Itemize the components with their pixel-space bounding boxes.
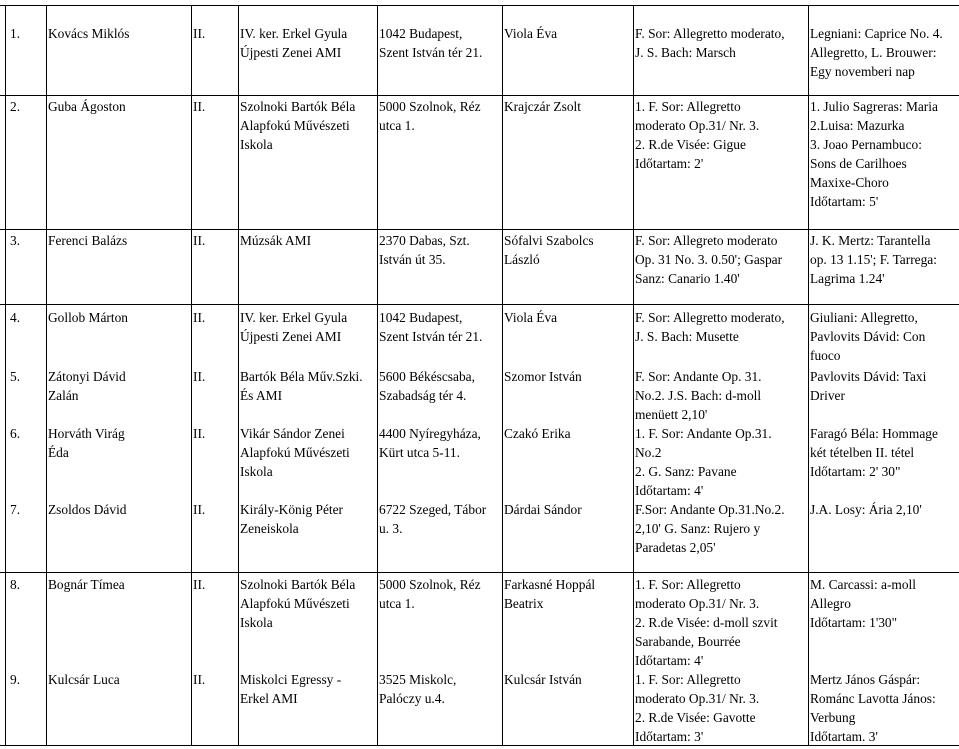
age-category: II.	[193, 99, 206, 114]
program-piece-2-line: Sons de Carilhoes	[810, 156, 907, 171]
participant-name: Guba Ágoston	[48, 99, 126, 114]
program-piece-1-line: F. Sor: Allegretto moderato,	[635, 26, 785, 41]
age-category: II.	[193, 502, 206, 517]
program-piece-2-line: Legniani: Caprice No. 4.	[810, 26, 943, 41]
age-category: II.	[193, 26, 206, 41]
school-name	[240, 424, 375, 481]
program-piece-2-line: Időtartam: 1'30"	[810, 615, 898, 630]
row-number: 1.	[10, 26, 21, 41]
school-address	[379, 308, 500, 346]
school-address-line: Szent István tér 21.	[379, 329, 483, 344]
program-piece-1-line: moderato Op.31/ Nr. 3.	[635, 691, 760, 706]
program-piece-2-line: Driver	[810, 388, 845, 403]
teacher-name-line: Krajczár Zsolt	[504, 99, 581, 114]
school-name-line: Múzsák AMI	[240, 233, 312, 248]
program-piece-2-line: Időtartam: 2' 30"	[810, 464, 901, 479]
program-piece-2-line: op. 13 1.15'; F. Tarrega:	[810, 252, 937, 267]
program-piece-1-line: F.Sor: Andante Op.31.No.2.	[635, 502, 785, 517]
program-piece-2	[810, 424, 957, 481]
school-name	[240, 575, 375, 632]
program-piece-1-line: 1. F. Sor: Allegretto	[635, 577, 741, 592]
school-name-line: Szolnoki Bartók Béla	[240, 99, 356, 114]
teacher-name-line: Szomor István	[504, 369, 582, 384]
teacher-name-line: Kulcsár István	[504, 672, 582, 687]
program-piece-1-line: J. S. Bach: Musette	[635, 329, 739, 344]
program-piece-1-line: Időtartam: 2'	[635, 156, 704, 171]
school-name-line: IV. ker. Erkel Gyula	[240, 26, 348, 41]
grid-column-border	[191, 5, 192, 745]
row-number: 5.	[10, 369, 21, 384]
program-piece-2-line: fuoco	[810, 348, 841, 363]
school-name	[240, 500, 375, 538]
school-name-line: Alapfokú Művészeti	[240, 118, 350, 133]
teacher-name-line: Czakó Erika	[504, 426, 571, 441]
program-piece-2-line: M. Carcassi: a-moll	[810, 577, 916, 592]
program-piece-2	[810, 24, 957, 81]
row-number: 9.	[10, 672, 21, 687]
school-name-line: Erkel AMI	[240, 691, 298, 706]
program-piece-2-line: Allegretto, L. Brouwer:	[810, 45, 937, 60]
program-piece-2-line: Időtartam: 5'	[810, 194, 879, 209]
program-piece-1	[635, 97, 806, 173]
school-name-line: Iskola	[240, 615, 273, 630]
school-name	[240, 24, 375, 62]
school-address-line: Palóczy u.4.	[379, 691, 445, 706]
program-piece-2	[810, 500, 957, 519]
program-piece-2-line: Egy novemberi nap	[810, 64, 915, 79]
program-piece-2-line: két tételben II. tétel	[810, 445, 915, 460]
teacher-name-line: Sófalvi Szabolcs	[504, 233, 594, 248]
school-name-line: Iskola	[240, 137, 273, 152]
program-piece-2-line: Allegro	[810, 596, 851, 611]
program-piece-1-line: 2. R.de Visée: Gigue	[635, 137, 746, 152]
program-piece-2-line: Maxixe-Choro	[810, 175, 889, 190]
school-address-line: Szabadság tér 4.	[379, 388, 467, 403]
teacher-name-line: László	[504, 252, 540, 267]
school-address	[379, 670, 500, 708]
school-address-line: 1042 Budapest,	[379, 310, 463, 325]
program-piece-2-line: 3. Joao Pernambuco:	[810, 137, 922, 152]
school-address	[379, 367, 500, 405]
grid-row-border	[0, 572, 959, 573]
program-piece-1-line: F. Sor: Andante Op. 31.	[635, 369, 762, 384]
grid-column-border	[502, 5, 503, 745]
program-piece-1-line: moderato Op.31/ Nr. 3.	[635, 118, 760, 133]
program-piece-2-line: J. K. Mertz: Tarantella	[810, 233, 931, 248]
school-address-line: 3525 Miskolc,	[379, 672, 457, 687]
row-number: 6.	[10, 426, 21, 441]
teacher-name	[504, 308, 631, 327]
school-name-line: Bartók Béla Műv.Szki.	[240, 369, 363, 384]
school-name	[240, 367, 375, 405]
program-piece-2-line: J.A. Losy: Ária 2,10'	[810, 502, 922, 517]
age-category: II.	[193, 426, 206, 441]
school-address-line: u. 3.	[379, 521, 403, 536]
school-name-line: Alapfokú Művészeti	[240, 445, 350, 460]
school-name-line: IV. ker. Erkel Gyula	[240, 310, 348, 325]
age-category: II.	[193, 672, 206, 687]
teacher-name	[504, 231, 631, 269]
program-piece-1-line: Sanz: Canario 1.40'	[635, 271, 740, 286]
participant-name: Kulcsár Luca	[48, 672, 120, 687]
program-piece-2-line: Időtartam. 3'	[810, 729, 878, 744]
school-address	[379, 24, 500, 62]
school-name	[240, 670, 375, 708]
program-piece-1-line: 2,10' G. Sanz: Rujero y	[635, 521, 761, 536]
program-piece-1-line: Időtartam: 4'	[635, 483, 704, 498]
teacher-name-line: Farkasné Hoppál	[504, 577, 596, 592]
program-piece-1-line: moderato Op.31/ Nr. 3.	[635, 596, 760, 611]
age-category: II.	[193, 310, 206, 325]
program-piece-2-line: Pavlovits Dávid: Con	[810, 329, 926, 344]
school-address	[379, 575, 500, 613]
school-name-line: Miskolci Egressy -	[240, 672, 342, 687]
program-piece-2	[810, 308, 957, 365]
program-piece-2-line: Giuliani: Allegretto,	[810, 310, 918, 325]
row-number: 3.	[10, 233, 21, 248]
school-name-line: Zeneiskola	[240, 521, 299, 536]
program-piece-2-line: Pavlovits Dávid: Taxi	[810, 369, 927, 384]
program-piece-1-line: No.2. J.S. Bach: d-moll	[635, 388, 762, 403]
school-address-line: 4400 Nyíregyháza,	[379, 426, 481, 441]
program-piece-2-line: Románc Lavotta János:	[810, 691, 936, 706]
program-piece-2	[810, 670, 957, 746]
grid-column-border	[633, 5, 634, 745]
program-piece-1-line: Időtartam: 4'	[635, 653, 704, 668]
program-piece-2	[810, 231, 957, 288]
teacher-name	[504, 500, 631, 519]
school-address	[379, 97, 500, 135]
teacher-name	[504, 97, 631, 116]
school-address-line: 2370 Dabas, Szt.	[379, 233, 470, 248]
age-category: II.	[193, 577, 206, 592]
grid-column-border	[808, 5, 809, 745]
school-name-line: Alapfokú Művészeti	[240, 596, 350, 611]
participant-name: Horváth Virág Éda	[48, 426, 125, 460]
grid-column-border	[46, 5, 47, 745]
teacher-name	[504, 575, 631, 613]
grid-row-border	[0, 5, 959, 6]
school-address-line: István út 35.	[379, 252, 446, 267]
teacher-name	[504, 424, 631, 443]
program-piece-1	[635, 231, 806, 288]
school-address	[379, 500, 500, 538]
program-piece-1	[635, 575, 806, 670]
participant-name: Zsoldos Dávid	[48, 502, 127, 517]
school-address	[379, 231, 500, 269]
row-number: 4.	[10, 310, 21, 325]
school-address-line: 6722 Szeged, Tábor	[379, 502, 487, 517]
program-piece-1	[635, 367, 806, 424]
grid-column-border	[5, 5, 6, 745]
row-number: 2.	[10, 99, 21, 114]
program-piece-2-line: Mertz János Gáspár:	[810, 672, 921, 687]
teacher-name-line: Dárdai Sándor	[504, 502, 582, 517]
school-address-line: 5000 Szolnok, Réz	[379, 99, 481, 114]
participant-name: Zátonyi Dávid Zalán	[48, 369, 126, 403]
school-name-line: Újpesti Zenei AMI	[240, 45, 342, 60]
program-piece-1-line: 2. R.de Visée: d-moll szvit	[635, 615, 778, 630]
age-category: II.	[193, 233, 206, 248]
program-piece-1-line: No.2	[635, 445, 662, 460]
participant-name: Gollob Márton	[48, 310, 128, 325]
school-name-line: És AMI	[240, 388, 283, 403]
grid-row-border	[0, 304, 959, 305]
teacher-name	[504, 24, 631, 43]
grid-row-border	[0, 95, 959, 96]
school-address-line: utca 1.	[379, 596, 415, 611]
program-piece-1-line: F. Sor: Allegreto moderato	[635, 233, 778, 248]
program-piece-1	[635, 424, 806, 500]
program-piece-1	[635, 500, 806, 557]
program-piece-2	[810, 367, 957, 405]
program-piece-1-line: Paradetas 2,05'	[635, 540, 716, 555]
school-address-line: utca 1.	[379, 118, 415, 133]
school-address-line: 5600 Békéscsaba,	[379, 369, 475, 384]
program-piece-1-line: 1. F. Sor: Allegretto	[635, 672, 741, 687]
program-piece-2	[810, 575, 957, 632]
row-number: 7.	[10, 502, 21, 517]
school-name	[240, 231, 375, 250]
school-address-line: 1042 Budapest,	[379, 26, 463, 41]
school-name	[240, 97, 375, 154]
row-number: 8.	[10, 577, 21, 592]
participant-name: Kovács Miklós	[48, 26, 130, 41]
program-piece-1-line: J. S. Bach: Marsch	[635, 45, 736, 60]
school-address-line: Szent István tér 21.	[379, 45, 483, 60]
program-piece-2-line: Lagrima 1.24'	[810, 271, 885, 286]
teacher-name-line: Beatrix	[504, 596, 544, 611]
program-piece-1-line: Sarabande, Bourrée	[635, 634, 741, 649]
grid-row-border	[0, 229, 959, 230]
teacher-name-line: Viola Éva	[504, 26, 558, 41]
grid-column-border	[238, 5, 239, 745]
program-piece-1-line: Op. 31 No. 3. 0.50'; Gaspar	[635, 252, 783, 267]
school-name	[240, 308, 375, 346]
school-address-line: Kürt utca 5-11.	[379, 445, 460, 460]
program-piece-2-line: Faragó Béla: Hommage	[810, 426, 938, 441]
school-name-line: Újpesti Zenei AMI	[240, 329, 342, 344]
school-name-line: Iskola	[240, 464, 273, 479]
program-piece-2-line: 1. Julio Sagreras: Maria	[810, 99, 938, 114]
grid-column-border	[377, 5, 378, 745]
program-piece-2	[810, 97, 957, 211]
teacher-name-line: Viola Éva	[504, 310, 558, 325]
participant-name: Bognár Tímea	[48, 577, 125, 592]
program-piece-1-line: 2. G. Sanz: Pavane	[635, 464, 737, 479]
program-piece-1-line: 1. F. Sor: Allegretto	[635, 99, 741, 114]
school-name-line: Szolnoki Bartók Béla	[240, 577, 356, 592]
program-piece-1-line: 2. R.de Visée: Gavotte	[635, 710, 756, 725]
program-piece-1-line: Időtartam: 3'	[635, 729, 704, 744]
program-piece-1-line: 1. F. Sor: Andante Op.31.	[635, 426, 772, 441]
school-name-line: Vikár Sándor Zenei	[240, 426, 345, 441]
program-piece-1-line: F. Sor: Allegretto moderato,	[635, 310, 785, 325]
program-piece-2-line: 2.Luisa: Mazurka	[810, 118, 905, 133]
participant-name: Ferenci Balázs	[48, 233, 128, 248]
program-piece-1	[635, 670, 806, 746]
teacher-name	[504, 367, 631, 386]
program-piece-1	[635, 24, 806, 62]
school-address-line: 5000 Szolnok, Réz	[379, 577, 481, 592]
program-piece-1	[635, 308, 806, 346]
program-piece-2-line: Verbung	[810, 710, 856, 725]
school-address	[379, 424, 500, 462]
program-piece-1-line: menüett 2,10'	[635, 407, 708, 422]
school-name-line: Király-König Péter	[240, 502, 344, 517]
teacher-name	[504, 670, 631, 689]
age-category: II.	[193, 369, 206, 384]
